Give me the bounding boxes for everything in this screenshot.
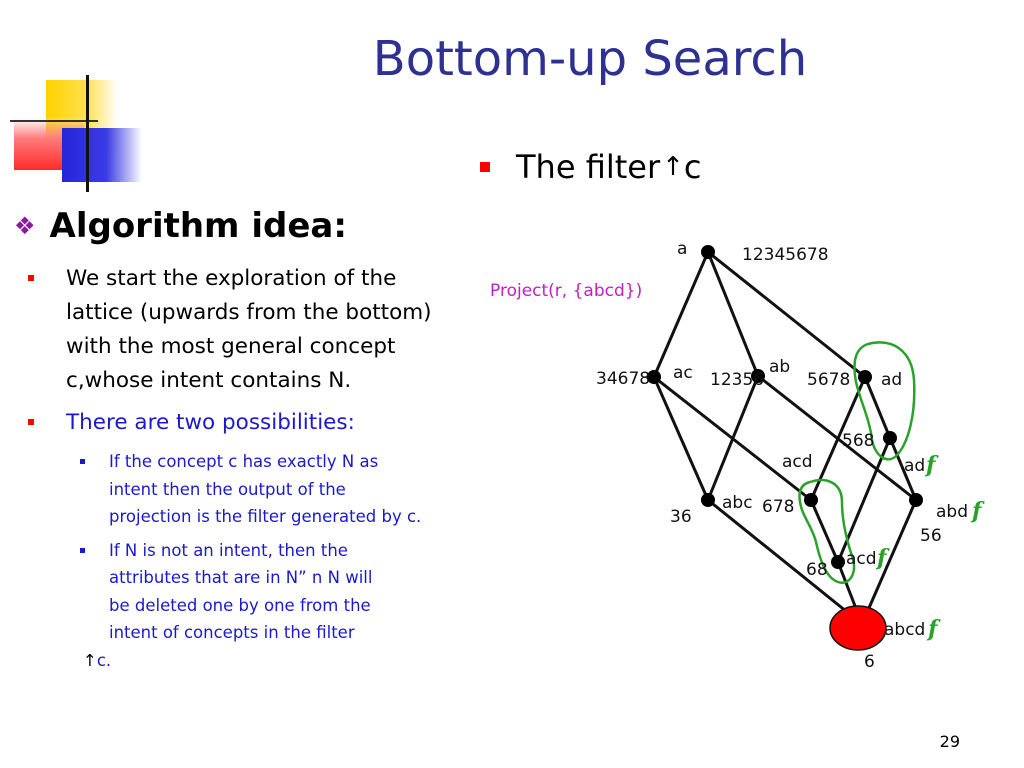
- node-label: 12356: [710, 370, 765, 390]
- bullet-text: There are two possibilities:: [66, 410, 355, 435]
- node-label: 56: [920, 526, 942, 546]
- node-label: ac: [673, 363, 693, 383]
- bullet-item: [28, 406, 438, 440]
- slide-title: Bottom-up Search: [372, 31, 808, 87]
- node-label: 678: [762, 497, 795, 517]
- node-label: abcd: [884, 620, 926, 640]
- diamond-bullet-icon: ❖: [14, 212, 36, 240]
- node-label: ab: [769, 357, 791, 377]
- sub-bullet-line: be deleted one by one from the: [109, 595, 371, 615]
- bullet-text: We start the exploration of the lattice (upwards from the bottom) with the most general concept c,whose intent contains N.: [66, 266, 432, 393]
- filter-f-label: f: [972, 498, 982, 524]
- edge: [708, 376, 758, 500]
- node-label: 34678: [596, 369, 651, 389]
- bullet-list: [28, 262, 438, 674]
- node-ad-f: [883, 431, 897, 445]
- filter-bullet-tail: c: [683, 148, 702, 186]
- node-abc: [701, 493, 715, 507]
- logo-blue-square: [62, 128, 142, 182]
- section-heading: [14, 206, 347, 246]
- up-arrow-icon: ↑: [83, 650, 97, 670]
- node-label: 68: [806, 560, 828, 580]
- node-label: 36: [670, 507, 692, 527]
- node-acd-f: [831, 555, 845, 569]
- filter-f-label: f: [928, 616, 938, 642]
- sub-bullet-item: [80, 448, 430, 531]
- sub-bullet-line: If N is not an intent, then the: [109, 540, 348, 560]
- logo-vertical-line: [86, 75, 89, 192]
- node-abd: [909, 493, 923, 507]
- node-label: abc: [722, 493, 753, 513]
- section-heading-text: Algorithm idea:: [49, 206, 347, 246]
- node-label: 568: [842, 431, 875, 451]
- node-acd: [804, 493, 818, 507]
- sub-bullet-text: [83, 537, 373, 675]
- filter-f-label: f: [926, 452, 936, 478]
- bullet-square-icon: [480, 162, 490, 172]
- node-label: 5678: [807, 370, 851, 390]
- sub-bullet-square-icon: [80, 459, 85, 464]
- bullet-square-icon: [28, 275, 34, 281]
- projection-label: Project(r, {abcd}): [490, 281, 643, 301]
- node-label: acd: [782, 452, 813, 472]
- filter-bullet-text: The filter: [516, 148, 661, 186]
- slide-number: 29: [939, 732, 960, 751]
- node-label: 6: [864, 652, 875, 672]
- edge: [654, 252, 708, 377]
- sub-bullet-line: intent of concepts in the filter: [109, 623, 355, 642]
- sub-bullet-square-icon: [80, 548, 85, 553]
- logo-horizontal-line: [10, 120, 98, 122]
- edge: [811, 500, 838, 562]
- filter-f-label: f: [877, 545, 887, 571]
- bullet-item: [28, 262, 438, 398]
- node-label: abd: [936, 502, 968, 522]
- up-arrow-icon: ↑: [662, 152, 684, 182]
- node-abcd-bottom: [830, 606, 886, 650]
- node-label: 12345678: [742, 245, 829, 265]
- node-label: ad: [881, 370, 903, 390]
- sub-bullet-text: If the concept c has exactly N as intent then the output of the projection is the filter generated by c.: [109, 452, 422, 526]
- concept-lattice-diagram: [480, 220, 1000, 680]
- node-label: a: [677, 239, 688, 259]
- node-label: acd: [846, 549, 877, 569]
- sub-bullet-line: attributes that are in N” n N will: [109, 568, 373, 587]
- node-label: ad: [904, 456, 926, 476]
- sub-bullet-tail-text: c.: [96, 650, 112, 670]
- filter-bullet: [480, 148, 702, 186]
- decorative-logo: [0, 0, 150, 200]
- node-a: [701, 245, 715, 259]
- sub-bullet-line-last: [83, 647, 372, 675]
- edge: [654, 377, 708, 500]
- sub-bullet-item: [80, 537, 430, 675]
- node-ad: [858, 370, 872, 384]
- bullet-square-icon: [28, 419, 34, 425]
